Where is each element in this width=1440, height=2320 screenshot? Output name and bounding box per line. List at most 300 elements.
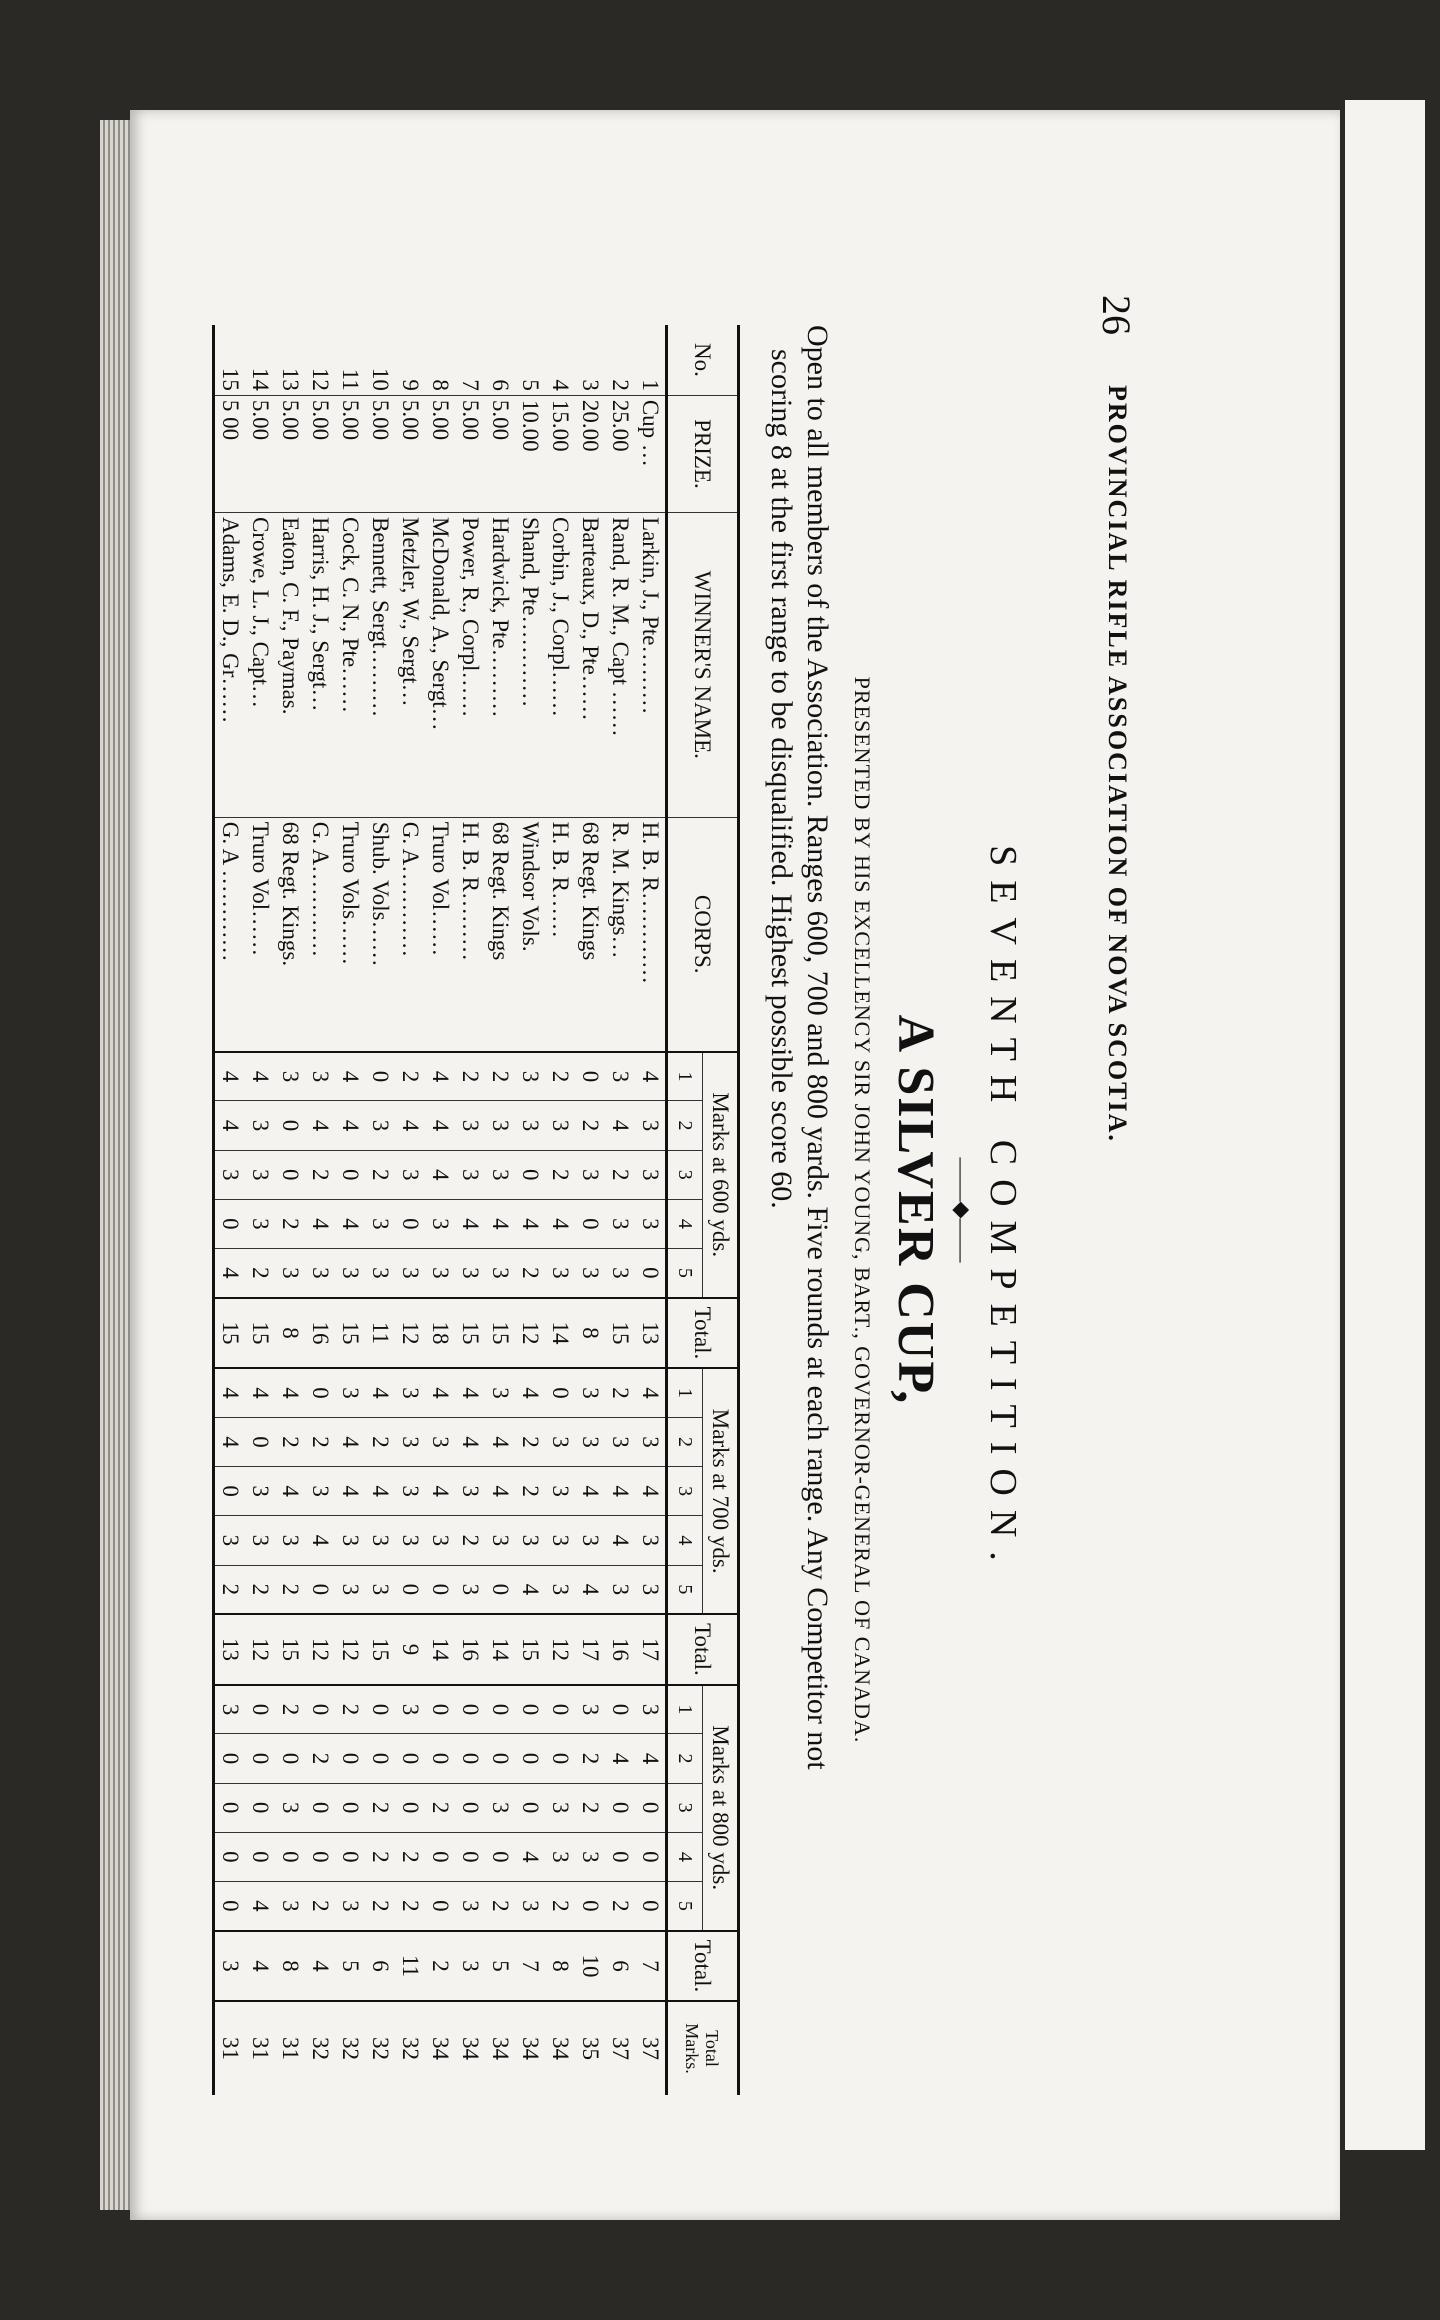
- total-marks-cell: 34: [545, 2001, 575, 2095]
- shot-mark-cell: 3: [515, 1052, 545, 1101]
- shot-mark-cell: 0: [605, 1685, 635, 1734]
- shot-mark-cell: 0: [425, 1881, 455, 1930]
- prize-cell: Cup …: [635, 395, 667, 512]
- shot-mark-cell: 3: [455, 1881, 485, 1930]
- shot-mark-cell: 2: [455, 1516, 485, 1565]
- shot-mark-cell: 3: [545, 1783, 575, 1832]
- prize-cell: 5.00: [485, 395, 515, 512]
- range-total-cell: 15: [485, 1298, 515, 1368]
- shot-mark-cell: 3: [545, 1417, 575, 1466]
- shot-mark-cell: 3: [515, 1516, 545, 1565]
- shot-mark-cell: 4: [335, 1467, 365, 1516]
- shot-mark-cell: 0: [245, 1685, 275, 1734]
- shot-mark-cell: 3: [395, 1685, 425, 1734]
- shot-mark-cell: 3: [635, 1199, 667, 1248]
- shot-mark-cell: 2: [305, 1734, 335, 1783]
- rules-line-1: Open to all members of the Association. Ranges 600, 700 and 800 yards. Five rounds at each range. Any Competitor not: [801, 325, 834, 1770]
- shot-mark-cell: 3: [305, 1052, 335, 1101]
- shot-header: 4: [667, 1199, 703, 1248]
- shot-mark-cell: 4: [245, 1368, 275, 1417]
- shot-mark-cell: 0: [635, 1881, 667, 1930]
- shot-mark-cell: 4: [485, 1417, 515, 1466]
- range-total-cell: 15: [275, 1614, 305, 1684]
- shot-mark-cell: 0: [305, 1783, 335, 1832]
- shot-mark-cell: 0: [214, 1199, 246, 1248]
- shot-mark-cell: 3: [455, 1101, 485, 1150]
- shot-mark-cell: 2: [575, 1783, 605, 1832]
- shot-mark-cell: 4: [395, 1101, 425, 1150]
- range-total-cell: 8: [275, 1931, 305, 2001]
- row-number: 6: [488, 379, 513, 391]
- shot-mark-cell: 3: [605, 1199, 635, 1248]
- shot-mark-cell: 4: [485, 1199, 515, 1248]
- winner-name-cell: Barteaux, D., Pte……: [575, 513, 605, 818]
- shot-mark-cell: 3: [275, 1052, 305, 1101]
- range-total-cell: 3: [214, 1931, 246, 2001]
- total-marks-cell: 35: [575, 2001, 605, 2095]
- shot-mark-cell: 0: [635, 1783, 667, 1832]
- prize-cell: 5.00: [245, 395, 275, 512]
- shot-mark-cell: 2: [395, 1881, 425, 1930]
- shot-mark-cell: 4: [305, 1199, 335, 1248]
- shot-mark-cell: 4: [365, 1368, 395, 1417]
- table-row: [335, 325, 365, 2095]
- shot-mark-cell: 2: [515, 1467, 545, 1516]
- shot-mark-cell: 2: [605, 1368, 635, 1417]
- table-row: [425, 325, 455, 2095]
- shot-mark-cell: 2: [245, 1249, 275, 1298]
- prize-cell: 5.00: [395, 395, 425, 512]
- shot-mark-cell: 4: [515, 1565, 545, 1614]
- range-total-cell: 2: [425, 1931, 455, 2001]
- range-total-cell: 15: [335, 1298, 365, 1368]
- shot-mark-cell: 0: [575, 1881, 605, 1930]
- shot-mark-cell: 0: [395, 1565, 425, 1614]
- table-row: [395, 325, 425, 2095]
- shot-mark-cell: 4: [365, 1467, 395, 1516]
- shot-mark-cell: 0: [515, 1150, 545, 1199]
- col-header-600: Marks at 600 yds.: [703, 1052, 739, 1298]
- prize-cell: 5.00: [335, 395, 365, 512]
- shot-mark-cell: 3: [575, 1832, 605, 1881]
- row-number: 7: [458, 379, 483, 391]
- range-total-cell: 4: [245, 1931, 275, 2001]
- range-total-cell: 18: [425, 1298, 455, 1368]
- shot-header: 1: [667, 1368, 703, 1417]
- col-header-name: WINNER'S NAME.: [667, 513, 739, 818]
- shot-mark-cell: 3: [335, 1881, 365, 1930]
- total-marks-cell: 32: [305, 2001, 335, 2095]
- rules-line-2: scoring 8 at the first range to be disqualified. Highest possible score 60.: [765, 349, 798, 1209]
- row-number: 11: [338, 368, 363, 391]
- total-marks-cell: 34: [515, 2001, 545, 2095]
- shot-mark-cell: 4: [425, 1368, 455, 1417]
- shot-mark-cell: 4: [605, 1516, 635, 1565]
- running-head: PROVINCIAL RIFLE ASSOCIATION OF NOVA SCOTIA.: [1103, 385, 1132, 1143]
- winner-name-cell: Metzler, W., Sergt…: [395, 513, 425, 818]
- table-row: [305, 325, 335, 2095]
- results-body: [214, 325, 667, 2095]
- range-total-cell: 10: [575, 1931, 605, 2001]
- shot-mark-cell: 3: [245, 1150, 275, 1199]
- shot-mark-cell: 3: [455, 1565, 485, 1614]
- shot-mark-cell: 4: [335, 1417, 365, 1466]
- shot-mark-cell: 3: [365, 1199, 395, 1248]
- shot-mark-cell: 3: [395, 1368, 425, 1417]
- total-marks-cell: 32: [335, 2001, 365, 2095]
- shot-mark-cell: 2: [275, 1565, 305, 1614]
- shot-mark-cell: 4: [605, 1101, 635, 1150]
- shot-mark-cell: 4: [605, 1467, 635, 1516]
- shot-header: 5: [667, 1249, 703, 1298]
- shot-mark-cell: 3: [365, 1249, 395, 1298]
- shot-mark-cell: 3: [635, 1565, 667, 1614]
- row-number: 12: [308, 367, 333, 391]
- shot-mark-cell: 4: [515, 1832, 545, 1881]
- shot-mark-cell: 0: [275, 1734, 305, 1783]
- range-total-cell: 12: [335, 1614, 365, 1684]
- total-marks-cell: 31: [245, 2001, 275, 2095]
- corps-cell: G. A…………: [395, 817, 425, 1051]
- shot-mark-cell: 2: [335, 1685, 365, 1734]
- shot-mark-cell: 0: [305, 1832, 335, 1881]
- shot-mark-cell: 3: [575, 1150, 605, 1199]
- shot-mark-cell: 4: [275, 1368, 305, 1417]
- shot-mark-cell: 0: [245, 1417, 275, 1466]
- shot-mark-cell: 0: [605, 1783, 635, 1832]
- shot-mark-cell: 0: [515, 1783, 545, 1832]
- shot-mark-cell: 3: [365, 1101, 395, 1150]
- shot-mark-cell: 4: [545, 1199, 575, 1248]
- corps-cell: 68 Regt. Kings: [575, 817, 605, 1051]
- shot-mark-cell: 4: [605, 1734, 635, 1783]
- total-marks-cell: 37: [605, 2001, 635, 2095]
- range-total-cell: 15: [245, 1298, 275, 1368]
- shot-mark-cell: 4: [485, 1467, 515, 1516]
- title-divider: ——◆——: [950, 1157, 975, 1263]
- range-total-cell: 3: [455, 1931, 485, 2001]
- shot-mark-cell: 0: [335, 1832, 365, 1881]
- shot-header: 2: [667, 1101, 703, 1150]
- table-row: [485, 325, 515, 2095]
- shot-mark-cell: 2: [515, 1417, 545, 1466]
- shot-header: 4: [667, 1516, 703, 1565]
- shot-mark-cell: 0: [214, 1467, 246, 1516]
- shot-mark-cell: 3: [545, 1249, 575, 1298]
- shot-mark-cell: 3: [635, 1101, 667, 1150]
- shot-mark-cell: 3: [275, 1783, 305, 1832]
- shot-mark-cell: 2: [275, 1417, 305, 1466]
- shot-header: 2: [667, 1417, 703, 1466]
- col-header-prize: PRIZE.: [667, 395, 739, 512]
- shot-mark-cell: 0: [485, 1565, 515, 1614]
- range-total-cell: 13: [214, 1614, 246, 1684]
- range-total-cell: 14: [545, 1298, 575, 1368]
- shot-mark-cell: 3: [245, 1467, 275, 1516]
- shot-mark-cell: 0: [275, 1101, 305, 1150]
- shot-mark-cell: 0: [305, 1368, 335, 1417]
- shot-mark-cell: 0: [425, 1685, 455, 1734]
- shot-mark-cell: 3: [425, 1417, 455, 1466]
- competition-rules: [763, 325, 835, 2085]
- shot-mark-cell: 4: [425, 1101, 455, 1150]
- shot-mark-cell: 3: [425, 1516, 455, 1565]
- row-number: 4: [548, 379, 573, 391]
- shot-mark-cell: 4: [214, 1052, 246, 1101]
- shot-mark-cell: 3: [575, 1516, 605, 1565]
- shot-mark-cell: 2: [545, 1052, 575, 1101]
- shot-mark-cell: 3: [455, 1150, 485, 1199]
- range-total-cell: 5: [335, 1931, 365, 2001]
- shot-mark-cell: 2: [275, 1199, 305, 1248]
- shot-mark-cell: 3: [635, 1685, 667, 1734]
- shot-mark-cell: 3: [395, 1467, 425, 1516]
- shot-mark-cell: 2: [605, 1881, 635, 1930]
- col-header-no: No.: [667, 325, 739, 395]
- corps-cell: G. A…………: [305, 817, 335, 1051]
- shot-mark-cell: 0: [395, 1199, 425, 1248]
- shot-mark-cell: 0: [635, 1832, 667, 1881]
- shot-header: 4: [667, 1832, 703, 1881]
- shot-mark-cell: 0: [365, 1734, 395, 1783]
- range-total-cell: 16: [605, 1614, 635, 1684]
- shot-mark-cell: 4: [425, 1467, 455, 1516]
- shot-mark-cell: 3: [365, 1516, 395, 1565]
- shot-header: 5: [667, 1881, 703, 1930]
- prize-cell: 5.00: [275, 395, 305, 512]
- range-total-cell: 15: [455, 1298, 485, 1368]
- corps-cell: Truro Vol……: [425, 817, 455, 1051]
- shot-header: 5: [667, 1565, 703, 1614]
- shot-mark-cell: 3: [575, 1368, 605, 1417]
- winner-name-cell: Eaton, C. F., Paymas.: [275, 513, 305, 818]
- shot-mark-cell: 3: [545, 1516, 575, 1565]
- range-total-cell: 11: [395, 1931, 425, 2001]
- col-header-total-700: Total.: [667, 1614, 739, 1684]
- shot-mark-cell: 3: [485, 1783, 515, 1832]
- shot-mark-cell: 0: [335, 1734, 365, 1783]
- range-total-cell: 11: [365, 1298, 395, 1368]
- shot-mark-cell: 3: [605, 1565, 635, 1614]
- total-marks-cell: 32: [365, 2001, 395, 2095]
- shot-mark-cell: 3: [605, 1249, 635, 1298]
- shot-mark-cell: 4: [214, 1249, 246, 1298]
- shot-mark-cell: 0: [245, 1832, 275, 1881]
- prize-cell: 25.00: [605, 395, 635, 512]
- shot-mark-cell: 2: [605, 1150, 635, 1199]
- row-number: 1: [638, 379, 663, 391]
- shot-mark-cell: 0: [425, 1734, 455, 1783]
- competition-title: SEVENTH COMPETITION.: [982, 845, 1024, 1575]
- shot-mark-cell: 3: [485, 1368, 515, 1417]
- presented-by-line: PRESENTED BY HIS EXCELLENCY SIR JOHN YOUNG, BART., GOVERNOR-GENERAL OF CANADA.: [850, 676, 875, 1744]
- shot-mark-cell: 0: [335, 1783, 365, 1832]
- rotated-page-content: [218, 295, 1140, 2125]
- shot-mark-cell: 0: [214, 1783, 246, 1832]
- total-marks-cell: 32: [395, 2001, 425, 2095]
- winner-name-cell: McDonald, A., Sergt…: [425, 513, 455, 818]
- row-number: 13: [278, 367, 303, 391]
- shot-mark-cell: 3: [635, 1417, 667, 1466]
- range-total-cell: 17: [575, 1614, 605, 1684]
- row-number: 14: [248, 367, 273, 391]
- shot-mark-cell: 0: [455, 1832, 485, 1881]
- prize-cell: 5.00: [365, 395, 395, 512]
- shot-mark-cell: 2: [395, 1052, 425, 1101]
- shot-mark-cell: 0: [485, 1685, 515, 1734]
- table-row: [365, 325, 395, 2095]
- shot-mark-cell: 3: [545, 1832, 575, 1881]
- shot-mark-cell: 0: [575, 1199, 605, 1248]
- shot-mark-cell: 0: [395, 1734, 425, 1783]
- table-row: [545, 325, 575, 2095]
- range-total-cell: 5: [485, 1931, 515, 2001]
- corps-cell: H. B. R……: [545, 817, 575, 1051]
- shot-mark-cell: 4: [515, 1368, 545, 1417]
- row-number: 2: [608, 379, 633, 391]
- table-row: [515, 325, 545, 2095]
- shot-mark-cell: 2: [365, 1783, 395, 1832]
- winner-name-cell: Shand, Pte…………: [515, 513, 545, 818]
- range-total-cell: 4: [305, 1931, 335, 2001]
- shot-mark-cell: 3: [365, 1565, 395, 1614]
- table-row: [214, 325, 246, 2095]
- shot-mark-cell: 0: [545, 1685, 575, 1734]
- shot-mark-cell: 0: [455, 1685, 485, 1734]
- shot-mark-cell: 3: [485, 1516, 515, 1565]
- prize-cell: 5.00: [455, 395, 485, 512]
- shot-mark-cell: 2: [214, 1565, 246, 1614]
- shot-mark-cell: 3: [485, 1249, 515, 1298]
- shot-mark-cell: 0: [515, 1734, 545, 1783]
- range-total-cell: 12: [305, 1614, 335, 1684]
- shot-mark-cell: 3: [275, 1881, 305, 1930]
- range-total-cell: 17: [635, 1614, 667, 1684]
- shot-mark-cell: 2: [305, 1881, 335, 1930]
- shot-mark-cell: 2: [365, 1881, 395, 1930]
- shot-mark-cell: 0: [455, 1734, 485, 1783]
- shot-mark-cell: 3: [455, 1249, 485, 1298]
- range-total-cell: 15: [365, 1614, 395, 1684]
- shot-mark-cell: 2: [425, 1783, 455, 1832]
- shot-mark-cell: 0: [275, 1832, 305, 1881]
- range-total-cell: 8: [575, 1298, 605, 1368]
- shot-mark-cell: 4: [305, 1101, 335, 1150]
- row-number: 8: [428, 379, 453, 391]
- prize-cell: 5.00: [305, 395, 335, 512]
- corps-cell: Truro Vols……: [335, 817, 365, 1051]
- corps-cell: H. B. R………: [455, 817, 485, 1051]
- shot-mark-cell: 4: [335, 1199, 365, 1248]
- shot-mark-cell: 0: [335, 1150, 365, 1199]
- shot-mark-cell: 4: [305, 1516, 335, 1565]
- shot-mark-cell: 3: [515, 1881, 545, 1930]
- winner-name-cell: Cock, C. N., Pte……: [335, 513, 365, 818]
- shot-mark-cell: 0: [545, 1734, 575, 1783]
- range-total-cell: 15: [605, 1298, 635, 1368]
- shot-mark-cell: 3: [305, 1467, 335, 1516]
- corps-cell: Truro Vol……: [245, 817, 275, 1051]
- corps-cell: R. M. Kings…: [605, 817, 635, 1051]
- page-header: [1080, 295, 1140, 2125]
- total-marks-cell: 31: [275, 2001, 305, 2095]
- shot-mark-cell: 0: [365, 1685, 395, 1734]
- shot-mark-cell: 0: [305, 1685, 335, 1734]
- shot-mark-cell: 3: [635, 1516, 667, 1565]
- range-total-cell: 15: [515, 1614, 545, 1684]
- range-total-cell: 12: [395, 1298, 425, 1368]
- shot-mark-cell: 3: [455, 1467, 485, 1516]
- shot-mark-cell: 2: [395, 1832, 425, 1881]
- corps-cell: Shub. Vols……: [365, 817, 395, 1051]
- shot-mark-cell: 3: [575, 1685, 605, 1734]
- prize-cell: 5.00: [425, 395, 455, 512]
- shot-mark-cell: 2: [575, 1101, 605, 1150]
- shot-mark-cell: 3: [605, 1052, 635, 1101]
- page-number: 26: [1094, 295, 1139, 335]
- shot-mark-cell: 4: [635, 1734, 667, 1783]
- shot-mark-cell: 4: [275, 1467, 305, 1516]
- shot-header: 1: [667, 1685, 703, 1734]
- range-total-cell: 14: [425, 1614, 455, 1684]
- shot-mark-cell: 4: [245, 1052, 275, 1101]
- winner-name-cell: Harris, H. J., Sergt…: [305, 513, 335, 818]
- range-total-cell: 16: [455, 1614, 485, 1684]
- range-total-cell: 13: [635, 1298, 667, 1368]
- shot-mark-cell: 4: [335, 1052, 365, 1101]
- shot-mark-cell: 2: [305, 1150, 335, 1199]
- shot-mark-cell: 2: [305, 1417, 335, 1466]
- shot-mark-cell: 3: [245, 1516, 275, 1565]
- prize-cell: 10.00: [515, 395, 545, 512]
- shot-mark-cell: 0: [515, 1685, 545, 1734]
- winner-name-cell: Corbin, J., Corpl……: [545, 513, 575, 818]
- shot-mark-cell: 3: [275, 1516, 305, 1565]
- col-header-800: Marks at 800 yds.: [703, 1685, 739, 1931]
- shot-mark-cell: 2: [365, 1417, 395, 1466]
- shot-mark-cell: 3: [395, 1150, 425, 1199]
- shot-mark-cell: 0: [425, 1565, 455, 1614]
- shot-mark-cell: 4: [214, 1417, 246, 1466]
- shot-mark-cell: 0: [214, 1734, 246, 1783]
- table-row: [635, 325, 667, 2095]
- total-marks-cell: 37: [635, 2001, 667, 2095]
- shot-mark-cell: 0: [455, 1783, 485, 1832]
- shot-mark-cell: 4: [455, 1368, 485, 1417]
- shot-mark-cell: 3: [545, 1467, 575, 1516]
- shot-mark-cell: 0: [275, 1150, 305, 1199]
- winner-name-cell: Bennett, Sergt………: [365, 513, 395, 818]
- shot-mark-cell: 4: [425, 1052, 455, 1101]
- shot-mark-cell: 4: [455, 1199, 485, 1248]
- shot-mark-cell: 2: [365, 1832, 395, 1881]
- range-total-cell: 12: [545, 1614, 575, 1684]
- shot-mark-cell: 3: [335, 1516, 365, 1565]
- range-total-cell: 15: [214, 1298, 246, 1368]
- shot-mark-cell: 3: [305, 1249, 335, 1298]
- col-header-corps: CORPS.: [667, 817, 739, 1051]
- shot-mark-cell: 2: [485, 1052, 515, 1101]
- corps-cell: 68 Regt. Kings.: [275, 817, 305, 1051]
- shot-mark-cell: 3: [245, 1101, 275, 1150]
- shot-mark-cell: 3: [275, 1249, 305, 1298]
- winner-name-cell: Crowe, L. J., Capt…: [245, 513, 275, 818]
- table-row: [455, 325, 485, 2095]
- shot-mark-cell: 0: [245, 1783, 275, 1832]
- shot-mark-cell: 4: [425, 1150, 455, 1199]
- shot-mark-cell: 3: [575, 1249, 605, 1298]
- shot-mark-cell: 0: [214, 1881, 246, 1930]
